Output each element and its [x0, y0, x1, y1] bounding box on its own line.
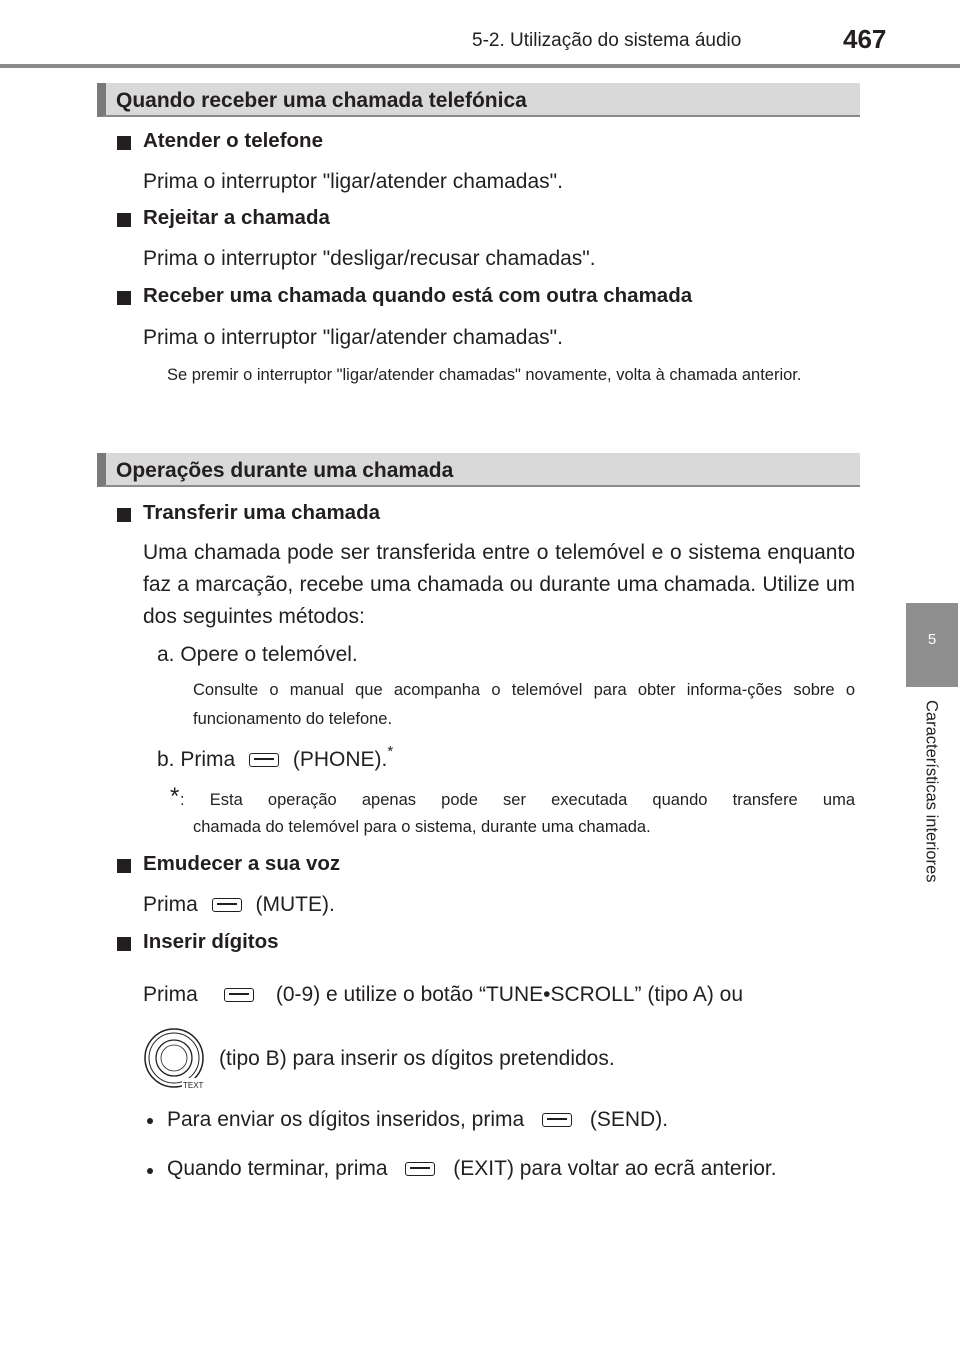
item-text: Prima o interruptor "desligar/recusar chamadas".: [143, 247, 596, 270]
square-bullet-icon: [117, 291, 131, 305]
item-text: [143, 893, 335, 917]
bullet-dot-icon: [147, 1118, 153, 1124]
mute-suffix: (MUTE).: [255, 893, 335, 916]
step-b-suffix: (PHONE).: [292, 748, 388, 771]
square-bullet-icon: [117, 508, 131, 522]
step-a: a. Opere o telemóvel.: [157, 643, 358, 666]
step-b: [157, 743, 394, 772]
square-bullet-icon: [117, 859, 131, 873]
item-heading: Emudecer a sua voz: [143, 852, 341, 875]
bullet-dot-icon: [147, 1168, 153, 1174]
exit-button-icon: [405, 1162, 435, 1176]
chapter-title: Características interiores: [922, 700, 941, 883]
footnote-marker: *: [387, 743, 394, 760]
digit-buttons-icon: [224, 988, 254, 1002]
digits-prefix: Prima: [143, 983, 198, 1006]
step-b-prefix: b. Prima: [157, 748, 236, 771]
square-bullet-icon: [117, 937, 131, 951]
bullet-suffix: (EXIT) para voltar ao ecrã anterior.: [453, 1157, 777, 1180]
chapter-number: 5: [927, 631, 937, 648]
bullet-suffix: (SEND).: [589, 1108, 669, 1131]
section-reference: 5-2. Utilização do sistema áudio: [472, 30, 742, 51]
item-heading: Inserir dígitos: [143, 930, 279, 953]
item-text: Prima o interruptor "ligar/atender chamadas".: [143, 170, 563, 193]
footnote-star: *: [170, 783, 180, 810]
item-text: Prima o interruptor "ligar/atender chamadas".: [143, 326, 563, 349]
square-bullet-icon: [117, 136, 131, 150]
bullet-item: [167, 1108, 668, 1132]
section-title: Quando receber uma chamada telefónica: [116, 89, 527, 112]
digits-line: (tipo B) para inserir os dígitos pretendidos.: [219, 1047, 615, 1070]
footnote-line: chamada do telemóvel para o sistema, durante uma chamada.: [193, 818, 651, 836]
item-heading: Transferir uma chamada: [143, 501, 380, 524]
mute-prefix: Prima: [143, 893, 198, 916]
footnote-line: : Esta operação apenas pode ser executada quando transfere uma: [180, 791, 855, 809]
square-bullet-icon: [117, 213, 131, 227]
digits-suffix: (0-9) e utilize o botão “TUNE•SCROLL” (tipo A) ou: [275, 983, 744, 1006]
bullet-item: [167, 1157, 777, 1181]
mute-button-icon: [212, 898, 242, 912]
item-heading: Rejeitar a chamada: [143, 206, 330, 229]
knob-label: TEXT: [183, 1081, 204, 1090]
send-button-icon: [542, 1113, 572, 1127]
item-text: Uma chamada pode ser transferida entre o telemóvel e o sistema enquanto faz a marcação, recebe uma chamada ou durante uma chamada. Utilize um dos seguintes métodos:: [143, 541, 855, 628]
note: Se premir o interruptor "ligar/atender chamadas" novamente, volta à chamada anterior.: [167, 366, 802, 384]
header-divider: [0, 64, 960, 68]
item-heading: Receber uma chamada quando está com outra chamada: [143, 284, 693, 307]
tune-scroll-knob-icon: [142, 1028, 206, 1092]
phone-button-icon: [249, 753, 279, 767]
page-number: 467: [843, 24, 887, 54]
item-heading: Atender o telefone: [143, 129, 323, 152]
bullet-prefix: Quando terminar, prima: [167, 1157, 388, 1180]
bullet-prefix: Para enviar os dígitos inseridos, prima: [167, 1108, 525, 1131]
digits-line: [143, 983, 855, 1007]
section-title: Operações durante uma chamada: [116, 459, 454, 482]
step-a-note: Consulte o manual que acompanha o telemóvel para obter informa-ções sobre o funcionamento do telefone.: [193, 681, 855, 728]
